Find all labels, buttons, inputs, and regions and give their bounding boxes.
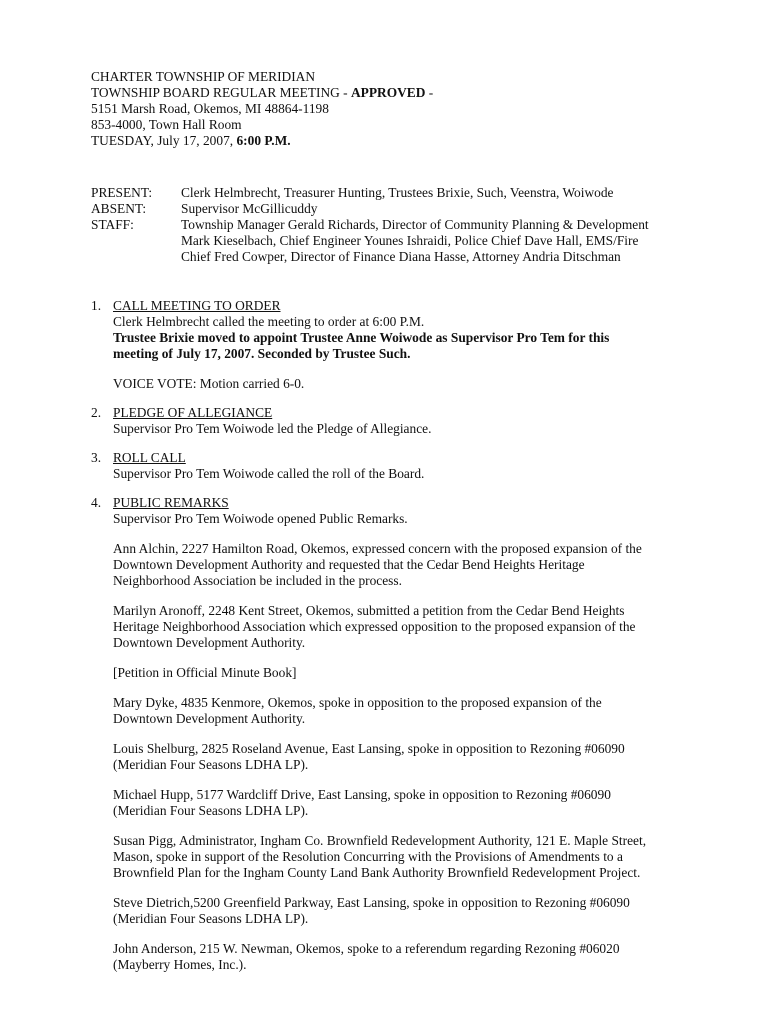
absent-text: Supervisor McGillicuddy xyxy=(181,201,318,216)
meeting-title-text: TOWNSHIP BOARD REGULAR MEETING - xyxy=(91,85,351,100)
item-number: 4. xyxy=(91,495,102,510)
item-text: Supervisor Pro Tem Woiwode opened Public Remarks. xyxy=(113,511,408,526)
item-title: PUBLIC REMARKS xyxy=(113,495,229,510)
present-text: Clerk Helmbrecht, Treasurer Hunting, Trustees Brixie, Such, Veenstra, Woiwode xyxy=(181,185,614,200)
remark-line: Michael Hupp, 5177 Wardcliff Drive, East Lansing, spoke in opposition to Rezoning #06090 xyxy=(113,787,611,802)
staff-label: STAFF: xyxy=(91,217,134,232)
absent-row xyxy=(91,201,731,217)
agenda-items xyxy=(91,298,711,986)
item-number: 2. xyxy=(91,405,102,420)
remark-line: Downtown Development Authority. xyxy=(113,711,306,726)
present-row xyxy=(91,185,731,201)
remark-line: Heritage Neighborhood Association which expressed opposition to the proposed expansion of the xyxy=(113,619,636,634)
staff-row xyxy=(91,217,731,265)
remark-line: (Meridian Four Seasons LDHA LP). xyxy=(113,757,309,772)
remark-line: (Meridian Four Seasons LDHA LP). xyxy=(113,911,309,926)
item-number: 1. xyxy=(91,298,102,313)
remark-paragraph xyxy=(113,895,711,927)
remark-line: John Anderson, 215 W. Newman, Okemos, spoke to a referendum regarding Rezoning #06020 xyxy=(113,941,620,956)
meeting-time: 6:00 P.M. xyxy=(236,133,291,148)
meeting-title xyxy=(91,85,711,101)
agenda-item-pledge xyxy=(91,405,711,437)
address: 5151 Marsh Road, Okemos, MI 48864-1198 xyxy=(91,101,329,116)
remark-line: Ann Alchin, 2227 Hamilton Road, Okemos, expressed concern with the proposed expansion of the xyxy=(113,541,642,556)
item-text: Clerk Helmbrecht called the meeting to order at 6:00 P.M. xyxy=(113,314,425,329)
remark-line: Susan Pigg, Administrator, Ingham Co. Brownfield Redevelopment Authority, 121 E. Maple Street, xyxy=(113,833,647,848)
remark-line: Mason, spoke in support of the Resolution Concurring with the Provisions of Amendments to a xyxy=(113,849,623,864)
motion-text xyxy=(113,330,711,362)
remark-paragraph xyxy=(113,941,711,973)
remark-paragraph xyxy=(113,695,711,727)
agenda-item-public-remarks xyxy=(91,495,711,973)
remark-line: (Mayberry Homes, Inc.). xyxy=(113,957,247,972)
remark-line: Steve Dietrich,5200 Greenfield Parkway, East Lansing, spoke in opposition to Rezoning #06090 xyxy=(113,895,630,910)
meeting-date-text: TUESDAY, July 17, 2007, xyxy=(91,133,237,148)
remark-paragraph xyxy=(113,741,711,773)
meeting-title-suffix: - xyxy=(425,85,434,100)
motion-line: Trustee Brixie moved to appoint Trustee Anne Woiwode as Supervisor Pro Tem for this xyxy=(113,330,610,345)
agenda-item-roll-call xyxy=(91,450,711,482)
remark-line: Neighborhood Association be included in the process. xyxy=(113,573,402,588)
staff-text xyxy=(181,217,731,265)
remark-line: Mary Dyke, 4835 Kenmore, Okemos, spoke in opposition to the proposed expansion of the xyxy=(113,695,602,710)
phone-room: 853-4000, Town Hall Room xyxy=(91,117,242,132)
agenda-item-call-to-order xyxy=(91,298,711,392)
remark-line: Downtown Development Authority and requested that the Cedar Bend Heights Heritage xyxy=(113,557,585,572)
remark-line: Downtown Development Authority. xyxy=(113,635,306,650)
document-header xyxy=(91,69,711,149)
remark-paragraph xyxy=(113,665,711,681)
staff-line: Chief Fred Cowper, Director of Finance Diana Hasse, Attorney Andria Ditschman xyxy=(181,249,621,264)
remark-line: Brownfield Plan for the Ingham County Land Bank Authority Brownfield Redevelopment Project. xyxy=(113,865,641,880)
item-text: Supervisor Pro Tem Woiwode led the Pledge of Allegiance. xyxy=(113,421,432,436)
meeting-date xyxy=(91,133,711,149)
remark-line: Louis Shelburg, 2825 Roseland Avenue, East Lansing, spoke in opposition to Rezoning #06090 xyxy=(113,741,625,756)
staff-line: Mark Kieselbach, Chief Engineer Younes Ishraidi, Police Chief Dave Hall, EMS/Fire xyxy=(181,233,639,248)
remark-line: (Meridian Four Seasons LDHA LP). xyxy=(113,803,309,818)
item-title: ROLL CALL xyxy=(113,450,186,465)
vote-text: VOICE VOTE: Motion carried 6-0. xyxy=(113,376,305,391)
remark-line: Marilyn Aronoff, 2248 Kent Street, Okemos, submitted a petition from the Cedar Bend Heights xyxy=(113,603,625,618)
remark-paragraph xyxy=(113,833,711,881)
staff-line: Township Manager Gerald Richards, Director of Community Planning & Development xyxy=(181,217,649,232)
approved-label: APPROVED xyxy=(351,85,426,100)
item-text: Supervisor Pro Tem Woiwode called the roll of the Board. xyxy=(113,466,425,481)
township-name: CHARTER TOWNSHIP OF MERIDIAN xyxy=(91,69,315,84)
item-title: PLEDGE OF ALLEGIANCE xyxy=(113,405,273,420)
item-title: CALL MEETING TO ORDER xyxy=(113,298,281,313)
remark-paragraph xyxy=(113,541,711,589)
attendance-block xyxy=(91,185,731,265)
item-number: 3. xyxy=(91,450,102,465)
remark-paragraph xyxy=(113,603,711,651)
absent-label: ABSENT: xyxy=(91,201,147,216)
remark-line: [Petition in Official Minute Book] xyxy=(113,665,297,680)
motion-line: meeting of July 17, 2007. Seconded by Trustee Such. xyxy=(113,346,411,361)
present-label: PRESENT: xyxy=(91,185,153,200)
remark-paragraph xyxy=(113,787,711,819)
